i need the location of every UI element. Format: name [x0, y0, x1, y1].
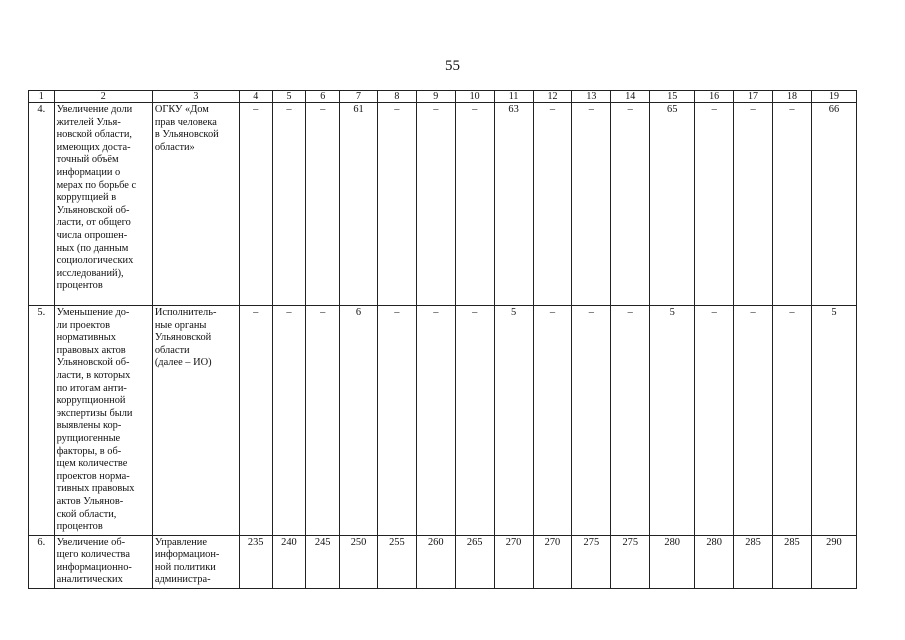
responsible-cell: Исполнитель- ные органы Ульяновской области (далее – ИО) — [152, 306, 239, 536]
indicator-cell: Увеличение доли жителей Улья- новской области, имеющих доста- точный объём информации о мерах по борьбе с коррупцией в Ульяновской об- ласти, от общего числа опрошен- ных (по данным социологических исследований), процентов — [54, 103, 152, 306]
column-header: 17 — [734, 91, 773, 103]
column-header: 18 — [773, 91, 812, 103]
value-cell: – — [734, 306, 773, 536]
value-cell: – — [773, 103, 812, 306]
responsible-cell: ОГКУ «Дом прав человека в Ульяновской области» — [152, 103, 239, 306]
value-cell: 270 — [494, 535, 533, 588]
column-header: 8 — [377, 91, 416, 103]
value-cell: – — [416, 103, 455, 306]
table-row — [29, 103, 857, 306]
responsible-cell: Управление информацион- ной политики администра- — [152, 535, 239, 588]
column-header: 1 — [29, 91, 55, 103]
value-cell: 61 — [340, 103, 378, 306]
value-cell: 65 — [650, 103, 695, 306]
column-header: 6 — [306, 91, 340, 103]
column-number-row — [29, 91, 857, 103]
value-cell: 245 — [306, 535, 340, 588]
column-header: 10 — [455, 91, 494, 103]
value-cell: 250 — [340, 535, 378, 588]
value-cell: – — [695, 103, 734, 306]
value-cell: 270 — [533, 535, 572, 588]
column-header: 9 — [416, 91, 455, 103]
value-cell: 280 — [650, 535, 695, 588]
column-header: 4 — [239, 91, 272, 103]
value-cell: 285 — [734, 535, 773, 588]
value-cell: – — [611, 306, 650, 536]
indicator-cell: Увеличение об- щего количества информационно- аналитических — [54, 535, 152, 588]
value-cell: – — [773, 306, 812, 536]
column-header: 12 — [533, 91, 572, 103]
table-row — [29, 306, 857, 536]
value-cell: 240 — [272, 535, 306, 588]
value-cell: 255 — [377, 535, 416, 588]
column-header: 11 — [494, 91, 533, 103]
value-cell: – — [272, 306, 306, 536]
value-cell: – — [306, 306, 340, 536]
value-cell: – — [734, 103, 773, 306]
column-header: 19 — [811, 91, 856, 103]
column-header: 3 — [152, 91, 239, 103]
indicator-cell: Уменьшение до- ли проектов нормативных правовых актов Ульяновской об- ласти, в которых по итогам анти- коррупционной экспертизы были выявлены кор- рупциогенные факторы, в об- щем количестве проектов норма- тивных правовых актов Ульянов- ской области, процентов — [54, 306, 152, 536]
value-cell: 260 — [416, 535, 455, 588]
value-cell: 5 — [811, 306, 856, 536]
column-header: 16 — [695, 91, 734, 103]
value-cell: 275 — [572, 535, 611, 588]
column-header: 15 — [650, 91, 695, 103]
value-cell: 265 — [455, 535, 494, 588]
value-cell: 275 — [611, 535, 650, 588]
value-cell: – — [416, 306, 455, 536]
value-cell: 5 — [494, 306, 533, 536]
value-cell: 280 — [695, 535, 734, 588]
value-cell: – — [572, 306, 611, 536]
value-cell: – — [533, 306, 572, 536]
value-cell: 5 — [650, 306, 695, 536]
row-number: 5. — [29, 306, 55, 536]
value-cell: – — [572, 103, 611, 306]
column-header: 7 — [340, 91, 378, 103]
value-cell: 6 — [340, 306, 378, 536]
value-cell: 66 — [811, 103, 856, 306]
value-cell: – — [377, 103, 416, 306]
value-cell: 285 — [773, 535, 812, 588]
value-cell: – — [239, 306, 272, 536]
row-number: 4. — [29, 103, 55, 306]
value-cell: 63 — [494, 103, 533, 306]
value-cell: – — [611, 103, 650, 306]
value-cell: – — [306, 103, 340, 306]
row-number: 6. — [29, 535, 55, 588]
column-header: 14 — [611, 91, 650, 103]
table-row — [29, 535, 857, 588]
value-cell: – — [272, 103, 306, 306]
value-cell: 290 — [811, 535, 856, 588]
column-header: 13 — [572, 91, 611, 103]
value-cell: – — [377, 306, 416, 536]
column-header: 5 — [272, 91, 306, 103]
value-cell: – — [455, 306, 494, 536]
value-cell: 235 — [239, 535, 272, 588]
value-cell: – — [695, 306, 734, 536]
column-header: 2 — [54, 91, 152, 103]
value-cell: – — [455, 103, 494, 306]
page-number: 55 — [445, 58, 460, 74]
data-table — [28, 90, 857, 589]
value-cell: – — [533, 103, 572, 306]
value-cell: – — [239, 103, 272, 306]
